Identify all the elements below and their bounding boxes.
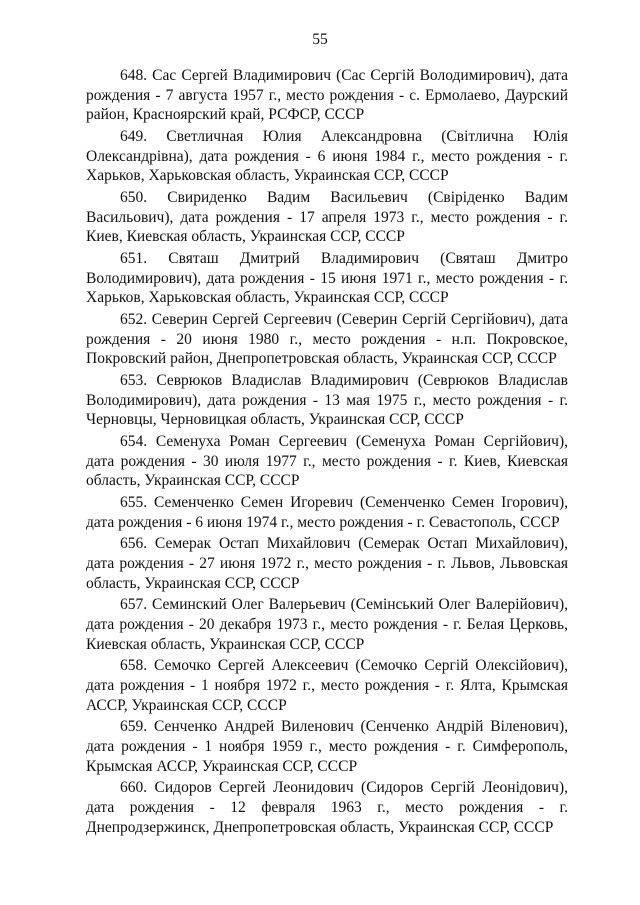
list-item: 656. Семерак Остап Михайлович (Семерак Остап Михайлович), дата рождения - 27 июня 1972 г., место рождения - г. Львов, Львовская область, Украинская ССР, СССР bbox=[86, 535, 568, 592]
list-item: 657. Семинский Олег Валерьевич (Семінський Олег Валерійович), дата рождения - 20 декабря 1973 г., место рождения - г. Белая Церковь, Киевская область, Украинская ССР, СССР bbox=[86, 596, 568, 653]
entry-list bbox=[86, 66, 568, 839]
list-item: 659. Сенченко Андрей Виленович (Сенченко Андрій Віленович), дата рождения - 1 ноября 1959 г., место рождения - г. Симферополь, Крымская АССР, Украинская ССР, СССР bbox=[86, 718, 568, 775]
list-item: 658. Семочко Сергей Алексеевич (Семочко Сергій Олексійович), дата рождения - 1 ноября 1972 г., место рождения - г. Ялта, Крымская АССР, Украинская ССР, СССР bbox=[86, 657, 568, 714]
list-item: 652. Северин Сергей Сергеевич (Северин Сергій Сергійович), дата рождения - 20 июня 1980 г., место рождения - н.п. Покровское, Покровский район, Днепропетровская область, Украинская ССР, СССР bbox=[86, 311, 568, 368]
list-item: 650. Свириденко Вадим Васильевич (Свіріденко Вадим Васильович), дата рождения - 17 апреля 1973 г., место рождения - г. Киев, Киевская область, Украинская ССР, СССР bbox=[86, 189, 568, 246]
list-item: 655. Семенченко Семен Игоревич (Семенченко Семен Ігорович), дата рождения - 6 июня 1974 г., место рождения - г. Севастополь, СССР bbox=[86, 494, 568, 531]
page-number: 55 bbox=[312, 31, 328, 48]
list-item: 648. Сас Сергей Владимирович (Сас Сергій Володимирович), дата рождения - 7 августа 1957 г., место рождения - с. Ермолаево, Даурский район, Красноярский край, РСФСР, СССР bbox=[86, 67, 568, 124]
list-item: 651. Святаш Дмитрий Владимирович (Святаш Дмитро Володимирович), дата рождения - 15 июня 1971 г., место рождения - г. Харьков, Харьковская область, Украинская ССР, СССР bbox=[86, 250, 568, 307]
list-item: 660. Сидоров Сергей Леонидович (Сидоров Сергій Леонідович), дата рождения - 12 февраля 1963 г., место рождения - г. Днепродзержинск, Днепропетровская область, Украинская ССР, СССР bbox=[86, 779, 568, 836]
list-item: 653. Севрюков Владислав Владимирович (Севрюков Владислав Володимирович), дата рождения - 13 мая 1975 г., место рождения - г. Черновцы, Черновицкая область, Украинская ССР, СССР bbox=[86, 372, 568, 429]
list-item: 649. Светличная Юлия Александровна (Світлична Юлія Олександрівна), дата рождения - 6 июня 1984 г., место рождения - г. Харьков, Харьковская область, Украинская ССР, СССР bbox=[86, 128, 568, 185]
list-item: 654. Семенуха Роман Сергеевич (Семенуха Роман Сергійович), дата рождения - 30 июля 1977 г., место рождения - г. Киев, Киевская область, Украинская ССР, СССР bbox=[86, 433, 568, 490]
